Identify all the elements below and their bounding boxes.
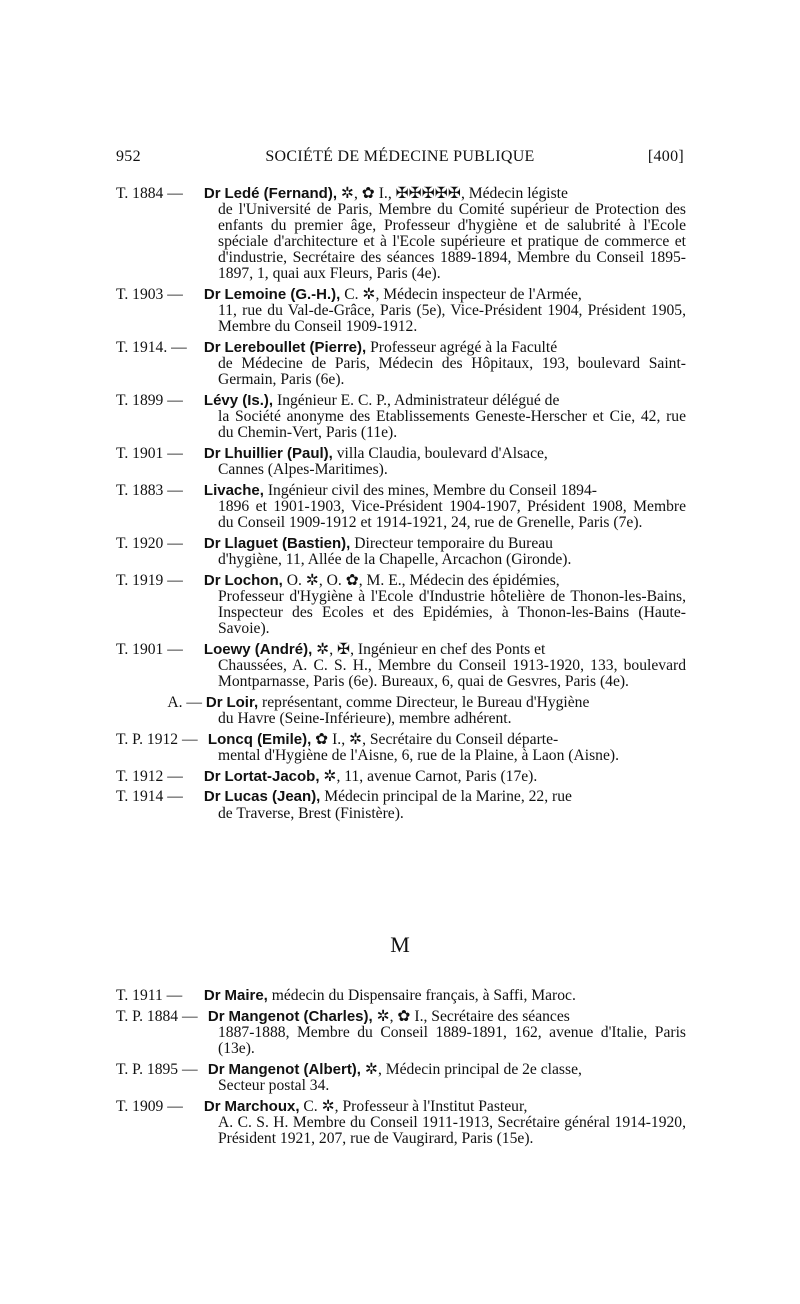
member-name: Lortat-Jacob, [224, 767, 320, 785]
entry-line1-text: Professeur agrégé à la Faculté [366, 339, 558, 357]
title-prefix: Dr [203, 339, 221, 357]
member-entry [116, 769, 686, 785]
member-name: Lévy (Is.), [203, 392, 274, 410]
title-prefix: Dr [205, 693, 223, 711]
entry-continuation: Secteur postal 34. [218, 1076, 330, 1094]
entry-prefix: T. 1901 — [116, 445, 183, 463]
entry-line1-text: ✲, ✠, Ingénieur en chef des Ponts et [312, 640, 546, 658]
entries-letter-m [116, 988, 686, 1152]
title-prefix: Dr [203, 1097, 221, 1115]
member-entry [116, 446, 686, 478]
entry-line1-text: villa Claudia, boulevard d'Alsace, [332, 445, 548, 463]
entry-prefix: T. 1909 — [116, 1097, 183, 1115]
entry-line1-text: ✲, ✿ I., Secrétaire des séances [372, 1007, 570, 1025]
title-prefix: Dr [203, 987, 221, 1004]
entry-prefix: T. 1912 — [116, 767, 183, 785]
member-entry [116, 695, 686, 727]
title-prefix: Dr [203, 286, 221, 304]
member-entry [116, 1062, 686, 1094]
entry-continuation: d'hygiène, 11, Allée de la Chapelle, Arcachon (Gironde). [218, 551, 572, 569]
member-entry [116, 1009, 686, 1057]
section-letter: M [390, 932, 410, 957]
member-entry [116, 287, 686, 335]
member-name: Loncq (Emile), [207, 730, 312, 748]
member-entry [116, 186, 686, 283]
entry-line1-text: ✿ I., ✲, Secrétaire du Conseil départe- [311, 730, 559, 748]
entry-line1-text: Directeur temporaire du Bureau [350, 535, 553, 552]
entry-line1-text: Ingénieur civil des mines, Membre du Conseil 1894- [263, 482, 597, 500]
entry-prefix: T. 1919 — [116, 571, 183, 589]
entry-line1-text: Médecin principal de la Marine, 22, rue [320, 788, 572, 806]
member-entry [116, 988, 686, 1004]
member-name: Marchoux, [224, 1097, 300, 1115]
entry-continuation: Cannes (Alpes-Maritimes). [218, 461, 388, 479]
entry-continuation: Chaussées, A. C. S. H., Membre du Conseil 1913-1920, 133, boulevard Montparnasse, Paris (6e). Bureaux, 6, quai de Gesvres, Paris (4e). [218, 657, 686, 691]
member-entry [116, 732, 686, 764]
entry-prefix: T. 1911 — [116, 987, 183, 1004]
member-name: Loewy (André), [203, 640, 313, 658]
member-entry [116, 642, 686, 690]
member-entry [116, 393, 686, 441]
page-number: 952 [116, 148, 141, 165]
entry-prefix: T. P. 1884 — [116, 1007, 198, 1025]
entry-line1-text: ✲, 11, avenue Carnot, Paris (17e). [319, 767, 538, 785]
title-prefix: Dr [203, 767, 221, 785]
member-name: Livache, [203, 482, 264, 500]
entry-line1-text: Ingénieur E. C. P., Administrateur délégué de [273, 392, 560, 410]
entry-continuation: de Traverse, Brest (Finistère). [218, 804, 404, 822]
entry-continuation: la Société anonyme des Etablissements Geneste-Herscher et Cie, 42, rue du Chemin-Vert, Paris (11e). [218, 408, 686, 442]
title-prefix: Dr [203, 535, 221, 552]
entries-letter-l [116, 186, 686, 826]
entry-prefix: T. P. 1912 — [116, 730, 198, 748]
member-name: Lereboullet (Pierre), [224, 339, 367, 357]
title-prefix: Dr [203, 445, 221, 463]
entry-prefix: T. 1899 — [116, 392, 183, 410]
entry-prefix: T. 1914 — [116, 788, 183, 806]
entry-prefix: T. 1901 — [116, 640, 183, 658]
entry-line1-text: ✲, Médecin principal de 2e classe, [360, 1060, 582, 1078]
title-prefix: Dr [207, 1060, 225, 1078]
member-name: Llaguet (Bastien), [224, 535, 351, 552]
entry-line1-text: C. ✲, Professeur à l'Institut Pasteur, [299, 1097, 528, 1115]
entry-prefix: T. 1884 — [116, 185, 183, 202]
running-header [116, 148, 684, 170]
entry-prefix: T. 1914. — [116, 339, 187, 357]
member-name: Lemoine (G.-H.), [224, 286, 341, 304]
entry-continuation: du Havre (Seine-Inférieure), membre adhérent. [218, 710, 512, 727]
header-title: SOCIÉTÉ DE MÉDECINE PUBLIQUE [265, 148, 535, 165]
entry-line1-text: O. ✲, O. ✿, M. E., Médecin des épidémies, [282, 571, 560, 589]
member-entry [116, 536, 686, 568]
member-name: Lochon, [224, 571, 283, 589]
member-entry [116, 340, 686, 388]
member-name: Loir, [226, 693, 259, 711]
title-prefix: Dr [203, 185, 221, 202]
entry-continuation: 1896 et 1901-1903, Vice-Président 1904-1907, Président 1908, Membre du Conseil 1909-1912 et 1914-1921, 24, rue de Grenelle, Paris (7e). [218, 498, 686, 532]
member-name: Ledé (Fernand), [224, 185, 337, 202]
member-entry [116, 483, 686, 531]
title-prefix: Dr [203, 788, 221, 806]
member-entry [116, 1099, 686, 1147]
entry-line1-text: C. ✲, Médecin inspecteur de l'Armée, [340, 286, 582, 304]
entry-continuation: de l'Université de Paris, Membre du Comité supérieur de Protection des enfants du premier âge, Professeur d'hygiène et de salubrité à l'Ecole spéciale d'architecture et à l'Ecole supérieure et pratique de commerce et d'industrie, Secrétaire des séances 1889-1894, Membre du Conseil 1895-1897, 1, quai aux Fleurs, Paris (4e). [218, 201, 686, 283]
title-prefix: Dr [207, 1007, 225, 1025]
entry-continuation: 1887-1888, Membre du Conseil 1889-1891, 162, avenue d'Italie, Paris (13e). [218, 1023, 686, 1057]
entry-prefix: T. 1883 — [116, 482, 183, 500]
member-name: Mangenot (Albert), [228, 1060, 361, 1078]
entry-line1-text: représentant, comme Directeur, le Bureau d'Hygiène [258, 693, 590, 711]
header-section-number: [400] [647, 148, 684, 165]
entry-prefix: A. — [167, 693, 202, 711]
member-name: Lucas (Jean), [224, 788, 321, 806]
member-entry [116, 573, 686, 637]
entry-continuation: mental d'Hygiène de l'Aisne, 6, rue de la Plaine, à Laon (Aisne). [218, 746, 619, 764]
entry-line1-text: médecin du Dispensaire français, à Saffi, Maroc. [267, 987, 576, 1004]
member-name: Lhuillier (Paul), [224, 445, 333, 463]
member-name: Maire, [224, 987, 268, 1004]
entry-continuation: de Médecine de Paris, Médecin des Hôpitaux, 193, boulevard Saint-Germain, Paris (6e). [218, 355, 686, 389]
title-prefix: Dr [203, 571, 221, 589]
entry-prefix: T. 1903 — [116, 286, 183, 304]
entry-prefix: T. P. 1895 — [116, 1060, 198, 1078]
member-name: Mangenot (Charles), [228, 1007, 373, 1025]
entry-line1-text: ✲, ✿ I., ✠✠✠✠✠, Médecin légiste [337, 185, 568, 202]
entry-prefix: T. 1920 — [116, 535, 183, 552]
member-entry [116, 789, 686, 821]
entry-continuation: A. C. S. H. Membre du Conseil 1911-1913, Secrétaire général 1914-1920, Président 1921, 207, rue de Vaugirard, Paris (15e). [218, 1113, 686, 1147]
entry-continuation: Professeur d'Hygiène à l'Ecole d'Industrie hôtelière de Thonon-les-Bains, Inspecteur des Ecoles et des Epidémies, à Thonon-les-Bains (Haute-Savoie). [218, 587, 686, 638]
entry-continuation: 11, rue du Val-de-Grâce, Paris (5e), Vice-Président 1904, Président 1905, Membre du Conseil 1909-1912. [218, 302, 686, 336]
